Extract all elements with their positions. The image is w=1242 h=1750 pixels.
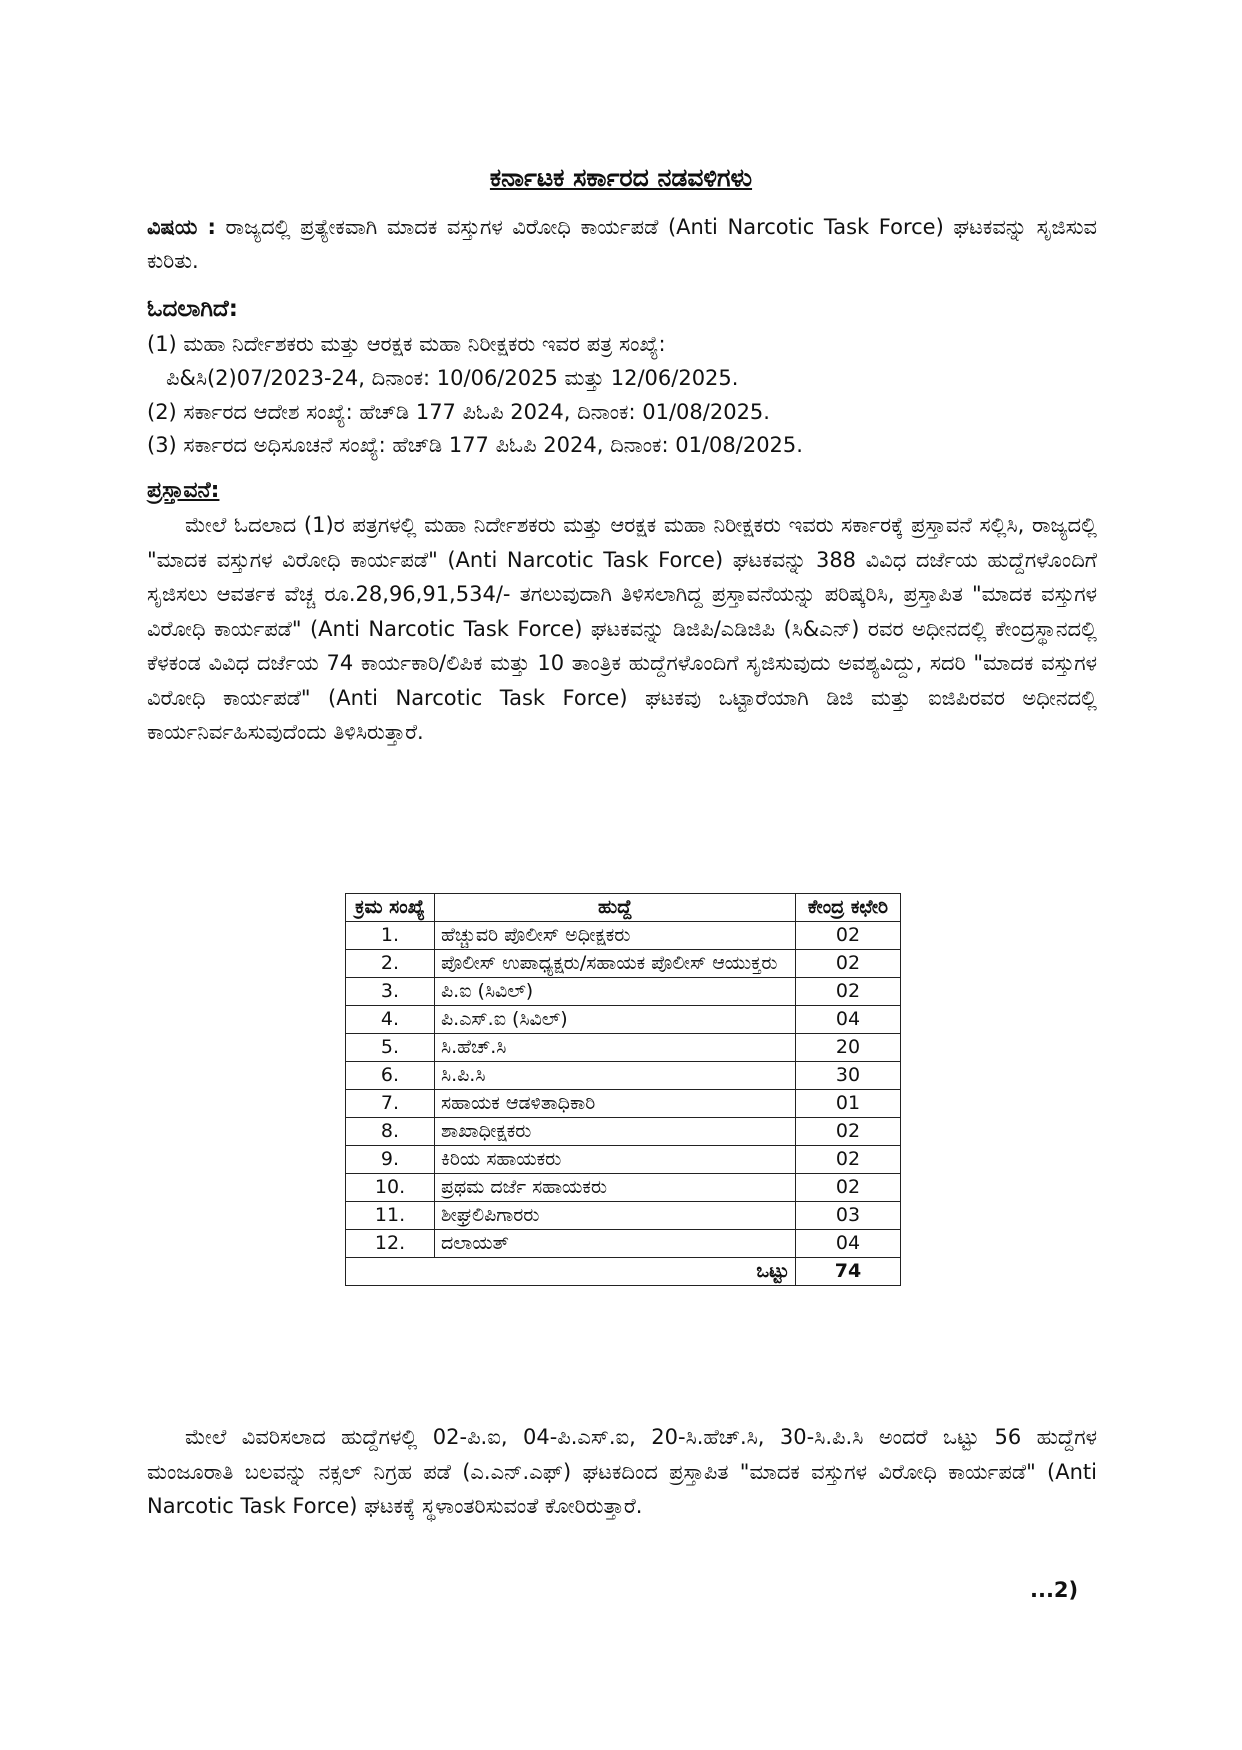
table-row — [346, 978, 901, 1006]
row-serial: 9. — [346, 1146, 435, 1174]
row-serial: 1. — [346, 922, 435, 950]
row-post: ಸಿ.ಪಿ.ಸಿ — [435, 1062, 796, 1090]
row-count: 02 — [796, 978, 901, 1006]
table-row — [346, 1230, 901, 1258]
table-row — [346, 950, 901, 978]
reference-2: (2) ಸರ್ಕಾರದ ಆದೇಶ ಸಂಖ್ಯೆ: ಹೆಚ್‌ಡಿ 177 ಪಿಓಪಿ 2024, ದಿನಾಂಕ: 01/08/2025. — [147, 400, 770, 424]
subject-paragraph — [147, 210, 1097, 278]
preamble-title: ಪ್ರಸ್ತಾವನೆ: — [147, 478, 220, 503]
reference-1-line-1: (1) ಮಹಾ ನಿರ್ದೇಶಕರು ಮತ್ತು ಆರಕ್ಷಕ ಮಹಾ ನಿರೀಕ್ಷಕರು ಇವರ ಪತ್ರ ಸಂಖ್ಯೆ: — [147, 332, 666, 356]
header-post: ಹುದ್ದೆ — [435, 894, 796, 922]
table-row — [346, 1062, 901, 1090]
row-serial: 11. — [346, 1202, 435, 1230]
row-count: 30 — [796, 1062, 901, 1090]
total-label: ಒಟ್ಟು — [346, 1258, 796, 1286]
row-serial: 8. — [346, 1118, 435, 1146]
row-count: 20 — [796, 1034, 901, 1062]
row-post: ಸಹಾಯಕ ಆಡಳಿತಾಧಿಕಾರಿ — [435, 1090, 796, 1118]
subject-label: ವಿಷಯ : — [147, 215, 216, 239]
row-post: ಸಿ.ಹೆಚ್.ಸಿ — [435, 1034, 796, 1062]
reference-1-line-2: ಪಿ&ಸಿ(2)07/2023-24, ದಿನಾಂಕ: 10/06/2025 ಮತ್ತು 12/06/2025. — [166, 366, 739, 390]
row-count: 02 — [796, 922, 901, 950]
row-post: ದಲಾಯತ್ — [435, 1230, 796, 1258]
page-title — [0, 163, 1242, 193]
row-count: 04 — [796, 1006, 901, 1034]
row-serial: 5. — [346, 1034, 435, 1062]
row-count: 02 — [796, 1118, 901, 1146]
row-serial: 4. — [346, 1006, 435, 1034]
table-row — [346, 1090, 901, 1118]
reference-3: (3) ಸರ್ಕಾರದ ಅಧಿಸೂಚನೆ ಸಂಖ್ಯೆ: ಹೆಚ್‌ಡಿ 177 ಪಿಓಪಿ 2024, ದಿನಾಂಕ: 01/08/2025. — [147, 433, 803, 457]
table-row — [346, 1202, 901, 1230]
row-post: ಪ್ರಥಮ ದರ್ಜೆ ಸಹಾಯಕರು — [435, 1174, 796, 1202]
header-count: ಕೇಂದ್ರ ಕಛೇರಿ — [796, 894, 901, 922]
table-row — [346, 1174, 901, 1202]
total-value: 74 — [796, 1258, 901, 1286]
closing-paragraph: ಮೇಲೆ ವಿವರಿಸಲಾದ ಹುದ್ದೆಗಳಲ್ಲಿ 02-ಪಿ.ಐ, 04-ಪಿ.ಎಸ್.ಐ, 20-ಸಿ.ಹೆಚ್.ಸಿ, 30-ಸಿ.ಪಿ.ಸಿ ಅಂದರೆ ಒಟ್ಟು 56 ಹುದ್ದೆಗಳ ಮಂಜೂರಾತಿ ಬಲವನ್ನು ನಕ್ಸಲ್ ನಿಗ್ರಹ ಪಡೆ (ಎ.ಎನ್.ಎಫ್) ಘಟಕದಿಂದ ಪ್ರಸ್ತಾಪಿತ "ಮಾದಕ ವಸ್ತುಗಳ ವಿರೋಧಿ ಕಾರ್ಯಪಡೆ" (Anti Narcotic Task Force) ಘಟಕಕ್ಕೆ ಸ್ಥಳಾಂತರಿಸುವಂತೆ ಕೋರಿರುತ್ತಾರೆ. — [147, 1425, 1097, 1518]
posts-table — [345, 893, 901, 1286]
row-count: 03 — [796, 1202, 901, 1230]
row-count: 04 — [796, 1230, 901, 1258]
row-count: 02 — [796, 1146, 901, 1174]
table-total-row — [346, 1258, 901, 1286]
table-row — [346, 1006, 901, 1034]
row-count: 01 — [796, 1090, 901, 1118]
row-post: ಪೊಲೀಸ್ ಉಪಾಧ್ಯಕ್ಷರು/ಸಹಾಯಕ ಪೊಲೀಸ್ ಆಯುಕ್ತರು — [435, 950, 796, 978]
page-title-text: ಕರ್ನಾಟಕ ಸರ್ಕಾರದ ನಡವಳಿಗಳು — [489, 163, 753, 192]
row-serial: 3. — [346, 978, 435, 1006]
row-serial: 6. — [346, 1062, 435, 1090]
table-row — [346, 1118, 901, 1146]
references-title: ಓದಲಾಗಿದೆ: — [147, 296, 238, 322]
row-post: ಹೆಚ್ಚುವರಿ ಪೊಲೀಸ್ ಅಧೀಕ್ಷಕರು — [435, 922, 796, 950]
table-row — [346, 1146, 901, 1174]
row-count: 02 — [796, 1174, 901, 1202]
row-post: ಶೀಘ್ರಲಿಪಿಗಾರರು — [435, 1202, 796, 1230]
row-post: ಪಿ.ಎಸ್.ಐ (ಸಿವಿಲ್) — [435, 1006, 796, 1034]
row-post: ಕಿರಿಯ ಸಹಾಯಕರು — [435, 1146, 796, 1174]
row-serial: 7. — [346, 1090, 435, 1118]
preamble-paragraph: ಮೇಲೆ ಓದಲಾದ (1)ರ ಪತ್ರಗಳಲ್ಲಿ ಮಹಾ ನಿರ್ದೇಶಕರು ಮತ್ತು ಆರಕ್ಷಕ ಮಹಾ ನಿರೀಕ್ಷಕರು ಇವರು ಸರ್ಕಾರಕ್ಕೆ ಪ್ರಸ್ತಾವನೆ ಸಲ್ಲಿಸಿ, ರಾಜ್ಯದಲ್ಲಿ "ಮಾದಕ ವಸ್ತುಗಳ ವಿರೋಧಿ ಕಾರ್ಯಪಡೆ" (Anti Narcotic Task Force) ಘಟಕವನ್ನು 388 ವಿವಿಧ ದರ್ಜೆಯ ಹುದ್ದೆಗಳೊಂದಿಗೆ ಸೃಜಿಸಲು ಆವರ್ತಕ ವೆಚ್ಚ ರೂ.28,96,91,534/- ತಗಲುವುದಾಗಿ ತಿಳಿಸಲಾಗಿದ್ದ ಪ್ರಸ್ತಾವನೆಯನ್ನು ಪರಿಷ್ಕರಿಸಿ, ಪ್ರಸ್ತಾಪಿತ "ಮಾದಕ ವಸ್ತುಗಳ ವಿರೋಧಿ ಕಾರ್ಯಪಡೆ" (Anti Narcotic Task Force) ಘಟಕವನ್ನು ಡಿಜಿಪಿ/ಎಡಿಜಿಪಿ (ಸಿ&ಎನ್) ರವರ ಅಧೀನದಲ್ಲಿ ಕೇಂದ್ರಸ್ಥಾನದಲ್ಲಿ ಕೆಳಕಂಡ ವಿವಿಧ ದರ್ಜೆಯ 74 ಕಾರ್ಯಕಾರಿ/ಲಿಪಿಕ ಮತ್ತು 10 ತಾಂತ್ರಿಕ ಹುದ್ದೆಗಳೊಂದಿಗೆ ಸೃಜಿಸುವುದು ಅವಶ್ಯವಿದ್ದು, ಸದರಿ "ಮಾದಕ ವಸ್ತುಗಳ ವಿರೋಧಿ ಕಾರ್ಯಪಡೆ" (Anti Narcotic Task Force) ಘಟಕವು ಒಟ್ಟಾರೆಯಾಗಿ ಡಿಜಿ ಮತ್ತು ಐಜಿಪಿರವರ ಅಧೀನದಲ್ಲಿ ಕಾರ್ಯನಿರ್ವಹಿಸುವುದೆಂದು ತಿಳಿಸಿರುತ್ತಾರೆ. — [147, 513, 1097, 744]
page-continuation: ...2) — [1030, 1578, 1079, 1602]
row-serial: 2. — [346, 950, 435, 978]
table-row — [346, 922, 901, 950]
header-serial: ಕ್ರಮ ಸಂಖ್ಯೆ — [346, 894, 435, 922]
row-count: 02 — [796, 950, 901, 978]
row-post: ಪಿ.ಐ (ಸಿವಿಲ್) — [435, 978, 796, 1006]
table-header-row — [346, 894, 901, 922]
subject-text: ರಾಜ್ಯದಲ್ಲಿ ಪ್ರತ್ಯೇಕವಾಗಿ ಮಾದಕ ವಸ್ತುಗಳ ವಿರೋಧಿ ಕಾರ್ಯಪಡೆ (Anti Narcotic Task Force) ಘಟಕವನ್ನು ಸೃಜಿಸುವ ಕುರಿತು. — [147, 215, 1097, 273]
row-post: ಶಾಖಾಧೀಕ್ಷಕರು — [435, 1118, 796, 1146]
row-serial: 12. — [346, 1230, 435, 1258]
table-row — [346, 1034, 901, 1062]
row-serial: 10. — [346, 1174, 435, 1202]
